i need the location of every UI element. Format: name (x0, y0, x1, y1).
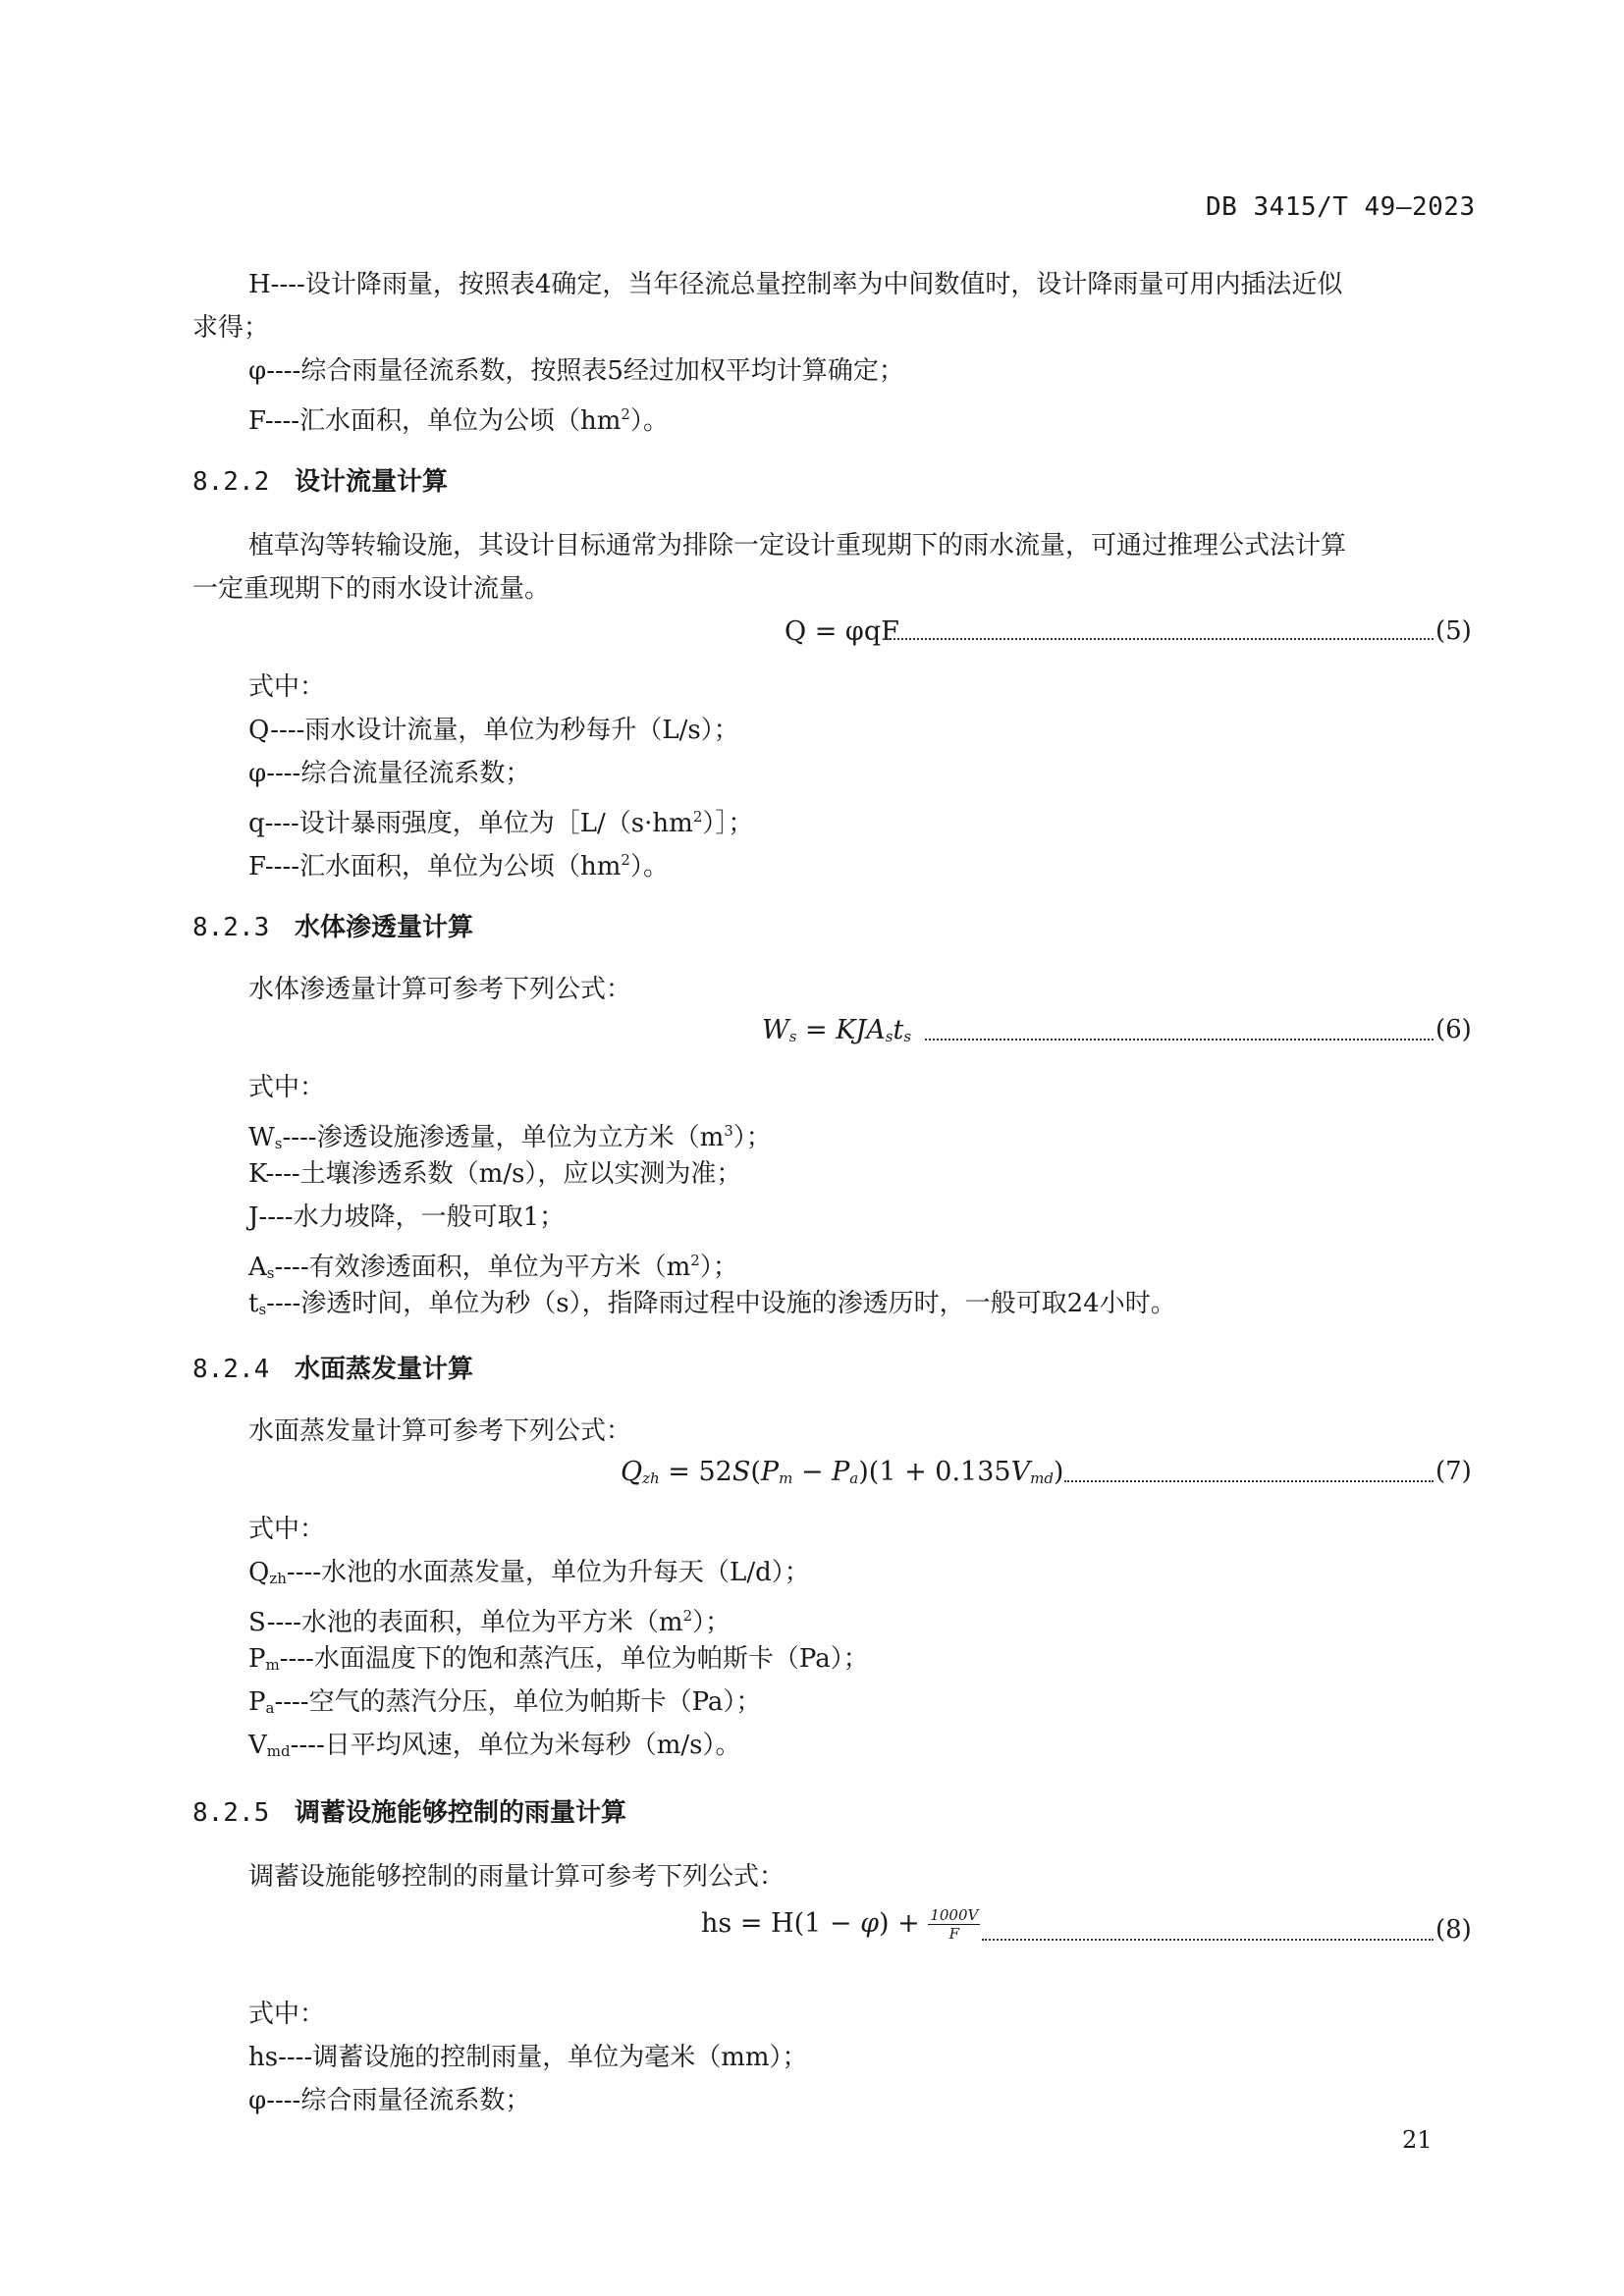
def-As: $A_s----$有效渗透面积，单位为平方米$(m^2)$； (248, 1252, 738, 1282)
equation-number-8: (8) (1435, 1915, 1472, 1945)
def-Vmd: $V_{md}----$日平均风速，单位为米每秒（m/s）。 (248, 1731, 741, 1760)
section-heading-8-2-2: 8.2.2 设计流量计算 (192, 467, 449, 497)
def-Q: Q----雨水设计流量，单位为秒每升（L/s）； (248, 716, 739, 745)
def-H-line-a: H----设计降雨量，按照表4确定，当年径流总量控制率为中间数值时，设计降雨量可用内插法近似 (248, 270, 1343, 299)
def-q: q----设计暴雨强度，单位为$[L/(s\cdot hm^2)]$； (248, 808, 754, 838)
page-number: 21 (1402, 2126, 1433, 2154)
def-Pm: $P_m----$水面温度下的饱和蒸汽压，单位为帕斯卡（Pa）； (248, 1644, 869, 1674)
sec823-intro: 水体渗透量计算可参考下列公式： (248, 975, 632, 1004)
document-code: DB 3415/T 49—2023 (1206, 192, 1476, 222)
sec822-where: 式中： (248, 672, 326, 702)
formula-6-leader (925, 1039, 1434, 1041)
formula-8-leader (982, 1939, 1434, 1941)
equation-number-7: (7) (1435, 1457, 1472, 1486)
section-heading-8-2-3: 8.2.3 水体渗透量计算 (192, 913, 474, 942)
def-S: S----水池的表面积，单位为平方米$(m^2)$； (248, 1607, 731, 1637)
equation-number-5: (5) (1435, 616, 1472, 646)
sec823-where: 式中： (248, 1073, 326, 1102)
def-F-2: F----汇水面积，单位为公顷$(hm^2)$。 (248, 851, 669, 881)
def-phi-3: φ----综合雨量径流系数； (248, 2086, 531, 2115)
def-Pa: $P_a----$空气的蒸汽分压，单位为帕斯卡（Pa）； (248, 1687, 762, 1717)
sec822-para-a: 植草沟等转输设施，其设计目标通常为排除一定设计重现期下的雨水流量，可通过推理公式法计算 (248, 531, 1347, 561)
sec824-intro: 水面蒸发量计算可参考下列公式： (248, 1416, 632, 1446)
formula-7: $Q_{zh} = 52S(P_m - P_a)(1 + 0.135V_{md})$ (621, 1457, 1064, 1487)
formula-6: $W_s = KJA_st_s$ (762, 1015, 912, 1045)
def-H-line-b: 求得； (192, 313, 270, 343)
section-heading-8-2-4: 8.2.4 水面蒸发量计算 (192, 1355, 474, 1384)
sec822-para-b: 一定重现期下的雨水设计流量。 (192, 574, 551, 604)
def-Ws: $W_s----$渗透设施渗透量，单位为立方米$(m^3)$； (248, 1122, 772, 1152)
sec825-where: 式中： (248, 2000, 326, 2029)
formula-5: Q = φqF (785, 616, 899, 647)
def-J: J----水力坡降，一般可取1； (248, 1202, 566, 1232)
equation-number-6: (6) (1435, 1015, 1472, 1044)
def-hs: hs----调蓄设施的控制雨量，单位为毫米（mm）； (248, 2043, 808, 2072)
formula-5-leader (890, 638, 1434, 640)
def-phi: φ----综合雨量径流系数，按照表5经过加权平均计算确定； (248, 356, 904, 386)
section-heading-8-2-5: 8.2.5 调蓄设施能够控制的雨量计算 (192, 1798, 627, 1828)
sec824-where: 式中： (248, 1515, 326, 1544)
def-ts: $t_s----$渗透时间，单位为秒（s），指降雨过程中设施的渗透历时，一般可取24小时。 (248, 1289, 1176, 1318)
formula-8: hs = H(1 − φ) + $\frac{1000V}{F}$ (701, 1906, 979, 1943)
def-K: K----土壤渗透系数（m/s），应以实测为准； (248, 1159, 742, 1189)
sec825-intro: 调蓄设施能够控制的雨量计算可参考下列公式： (248, 1862, 785, 1892)
def-Qzh: $Q_{zh}----$水池的水面蒸发量，单位为升每天（L/d）； (248, 1558, 810, 1587)
formula-7-leader (1064, 1480, 1434, 1482)
fraction: $\frac{1000V}{F}$ (930, 1906, 979, 1943)
def-phi-flow: φ----综合流量径流系数； (248, 759, 531, 788)
def-F: F----汇水面积，单位为公顷$(hm^2)$。 (248, 405, 669, 436)
